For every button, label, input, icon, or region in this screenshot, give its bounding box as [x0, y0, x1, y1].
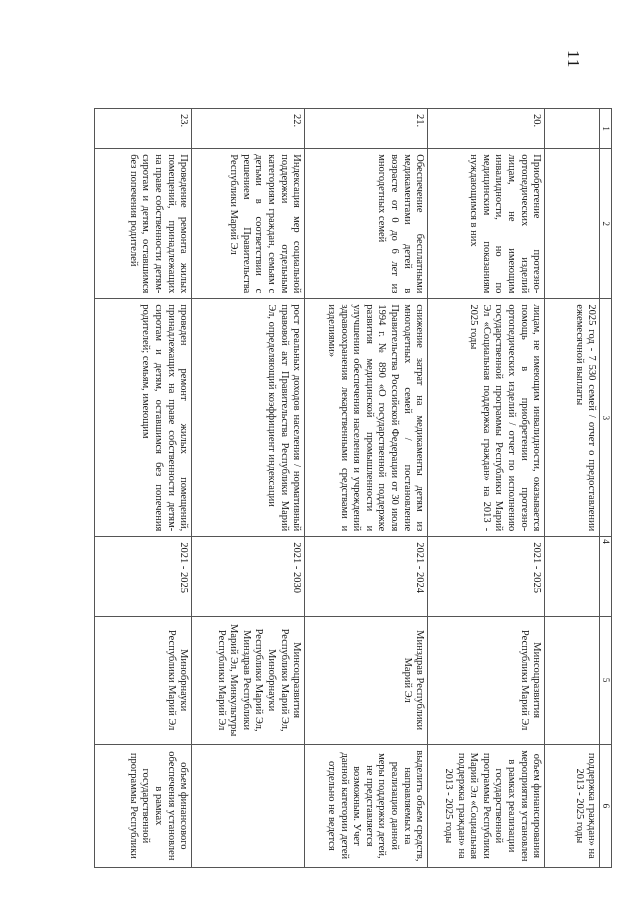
executor-text: Минсоцразвития Республики Марий Эл [428, 616, 545, 744]
rotated-document-table [102, 108, 612, 868]
indicator-text: снижение затрат на медикаменты детям из многодетных семей / постановление Правительства Российской Федерации от 30 июля 1994 г. № 890 «О государственной поддержке развития медицинской промышленности и улучшении обеспечения населения и учреждений здравоохранения лекарственными средствами и изделиями» [305, 299, 428, 537]
indicator-text: 2025 год - 7 530 семей / отчет о предоставлении ежемесячной выплаты [545, 299, 600, 537]
column-header-1: 1 [600, 109, 612, 149]
row-number: 21. [305, 109, 428, 149]
measure-text: Индексация мер социальной поддержки отдельным категориям граждан, семьям с детьми в соответствии с решением Правительства Республики Марий Эл [192, 149, 305, 299]
column-header-4: 4 [600, 537, 612, 616]
funding-text: поддержка граждан» на 2013 - 2025 годы [545, 744, 600, 867]
column-header-3: 3 [600, 299, 612, 537]
measure-text: Проведение ремонта жилых помещений, принадлежащих на праве собственности детям-сиротам и детям, оставшимся без попечения родителей [95, 149, 192, 299]
period-text: 2021 - 2030 [192, 537, 305, 616]
page-number: 11 [564, 50, 583, 69]
measure-text: Приобретение протезно-ортопедических изделий лицам, не имеющим инвалидности, но по медицинским показаниям нуждающимся в них [428, 149, 545, 299]
indicator-text: рост реальных доходов населения / нормативный правовой акт Правительства Республики Марий Эл, определяющий коэффициент индексации [192, 299, 305, 537]
row-number: 20. [428, 109, 545, 149]
executor-text [545, 616, 600, 744]
executor-text: Минобрнауки Республики Марий Эл [95, 616, 192, 744]
table-row [192, 109, 305, 868]
period-text: 2021 - 2024 [305, 537, 428, 616]
measure-text [545, 149, 600, 299]
table-row [545, 109, 600, 868]
funding-text: объем финансового обеспечения установлен в рамках государственной программы Республики [95, 744, 192, 867]
measure-text: Обеспечение бесплатными медикаментами детей в возрасте от 0 до 6 лет из многодетных семей [305, 149, 428, 299]
period-text: 2021 - 2025 [428, 537, 545, 616]
column-header-5: 5 [600, 616, 612, 744]
measures-table [94, 108, 612, 868]
period-text [545, 537, 600, 616]
table-row [305, 109, 428, 868]
table-row [95, 109, 192, 868]
indicator-text: лицам, не имеющим инвалидности, оказывается помощь в приобретении протезно-ортопедических изделий / отчет по исполнению государственной программы Республики Марий Эл «Социальная поддержка граждан» на 2013 - 2025 годы [428, 299, 545, 537]
row-number [545, 109, 600, 149]
executor-text: Минздрав Республики Марий Эл [305, 616, 428, 744]
indicator-text: проведен ремонт жилых помещений, принадлежащих на праве собственности детям-сиротам и детям, оставшимся без попечения родителей; семьям, имеющим [95, 299, 192, 537]
table-row [428, 109, 545, 868]
funding-text: объем финансирования мероприятия установлен в рамках реализации государственной программы Республики Марий Эл «Социальная поддержка граждан» на 2013 - 2025 годы [428, 744, 545, 867]
column-header-6: 6 [600, 744, 612, 867]
row-number: 22. [192, 109, 305, 149]
column-number-row [600, 109, 612, 868]
funding-text: выделить объем средств, направляемых на реализацию данной меры поддержки детей, не представляется возможным. Учет данной категории детей отдельно не ведется [305, 744, 428, 867]
period-text: 2021 - 2025 [95, 537, 192, 616]
executor-text: Минсоцразвития Республики Марий Эл, Минобрнауки Республики Марий Эл, Минздрав Республики Марий Эл, Минкультуры Республики Марий Эл [192, 616, 305, 744]
row-number: 23. [95, 109, 192, 149]
column-header-2: 2 [600, 149, 612, 299]
funding-text [192, 744, 305, 867]
